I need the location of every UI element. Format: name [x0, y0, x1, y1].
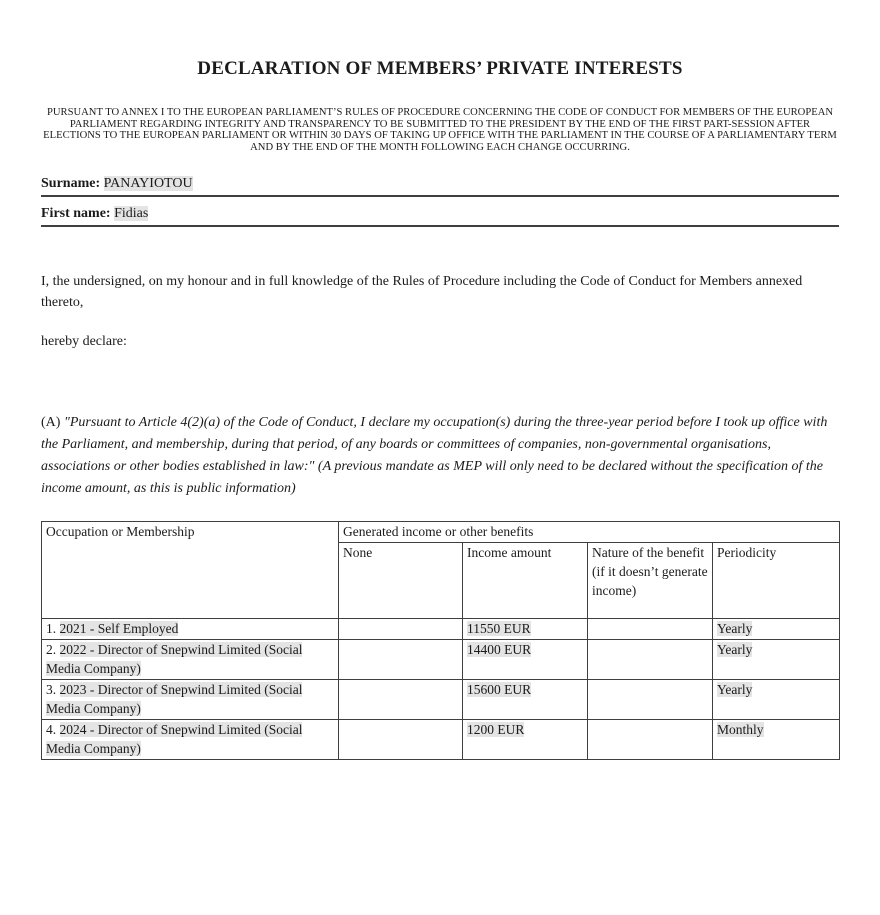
preamble-text: PURSUANT TO ANNEX I TO THE EUROPEAN PARLIAMENT’S RULES OF PROCEDURE CONCERNING THE CODE OF CONDUCT FOR MEMBERS OF THE EUROPEAN PARLIAMENT REGARDING INTEGRITY AND TRANSPARENCY TO BE SUBMITTED TO THE PRESIDENT BY THE END OF THE FIRST PART-SESSION AFTER ELECTIONS TO THE EUROPEAN PARLIAMENT OR WITHIN 30 DAYS OF TAKING UP OFFICE WITH THE PARLIAMENT IN THE COURSE OF A PARLIAMENTARY TERM AND BY THE END OF THE MONTH FOLLOWING EACH CHANGE OCCURRING.: [43, 107, 837, 153]
occupation-cell[interactable]: [42, 720, 339, 760]
row-number: 4.: [46, 722, 60, 738]
surname-label: Surname:: [41, 176, 101, 192]
surname-row: [41, 176, 839, 197]
periodicity-field[interactable]: Yearly: [717, 682, 753, 698]
section-a-prefix: (A): [41, 415, 64, 431]
table-row: [42, 619, 840, 640]
periodicity-cell[interactable]: [713, 640, 840, 680]
table-row: [42, 680, 840, 720]
occupation-cell[interactable]: [42, 640, 339, 680]
income-field[interactable]: 15600 EUR: [467, 682, 532, 698]
periodicity-field[interactable]: Yearly: [717, 621, 753, 637]
document-title: DECLARATION OF MEMBERS’ PRIVATE INTERESTS: [197, 58, 683, 79]
nature-of-benefit-cell[interactable]: [588, 640, 713, 680]
table-row: [42, 640, 840, 680]
nature-of-benefit-column-header: Nature of the benefit (if it doesn’t generate income): [588, 543, 713, 619]
nature-of-benefit-cell[interactable]: [588, 720, 713, 760]
section-a-paragraph: [41, 412, 839, 500]
income-field[interactable]: 11550 EUR: [467, 621, 531, 637]
income-amount-cell[interactable]: [463, 720, 588, 760]
occupation-field[interactable]: 2023 - Director of Snepwind Limited (Social Media Company): [46, 682, 303, 717]
intro-paragraph: I, the undersigned, on my honour and in full knowledge of the Rules of Procedure including the Code of Conduct for Members annexed thereto,: [41, 274, 803, 311]
periodicity-cell[interactable]: [713, 720, 840, 760]
occupation-field[interactable]: 2024 - Director of Snepwind Limited (Social Media Company): [46, 722, 303, 757]
table-row: [42, 720, 840, 760]
none-cell[interactable]: [339, 640, 463, 680]
periodicity-field[interactable]: Yearly: [717, 642, 753, 658]
row-number: 2.: [46, 642, 60, 658]
row-number: 3.: [46, 682, 60, 698]
occupation-cell[interactable]: [42, 680, 339, 720]
generated-income-group-header: Generated income or other benefits: [339, 522, 840, 543]
table-header-row-group: [42, 522, 840, 543]
interests-table: [41, 521, 840, 760]
nature-of-benefit-cell[interactable]: [588, 680, 713, 720]
none-cell[interactable]: [339, 680, 463, 720]
periodicity-cell[interactable]: [713, 680, 840, 720]
first-name-row: [41, 206, 839, 227]
income-field[interactable]: 1200 EUR: [467, 722, 525, 738]
occupation-column-header: Occupation or Membership: [42, 522, 339, 619]
income-amount-cell[interactable]: [463, 619, 588, 640]
periodicity-field[interactable]: Monthly: [717, 722, 764, 738]
income-amount-cell[interactable]: [463, 680, 588, 720]
none-cell[interactable]: [339, 720, 463, 760]
occupation-field[interactable]: 2022 - Director of Snepwind Limited (Social Media Company): [46, 642, 303, 677]
occupation-cell[interactable]: [42, 619, 339, 640]
income-amount-column-header: Income amount: [463, 543, 588, 619]
row-number: 1.: [46, 621, 60, 637]
none-column-header: None: [339, 543, 463, 619]
periodicity-cell[interactable]: [713, 619, 840, 640]
first-name-label: First name:: [41, 206, 111, 222]
section-a-text: "Pursuant to Article 4(2)(a) of the Code of Conduct, I declare my occupation(s) during the three-year period before I took up office with the Parliament, and membership, during that period, of any boards or committees of companies, non-governmental organisations, associations or other bodies established in law:" (A previous mandate as MEP will only need to be declared without the specification of the income amount, as this is public information): [41, 415, 828, 497]
none-cell[interactable]: [339, 619, 463, 640]
periodicity-column-header: Periodicity: [713, 543, 840, 619]
income-amount-cell[interactable]: [463, 640, 588, 680]
surname-field[interactable]: PANAYIOTOU: [103, 176, 193, 192]
occupation-field[interactable]: 2021 - Self Employed: [59, 621, 179, 637]
hereby-declare-line: hereby declare:: [41, 334, 127, 350]
nature-of-benefit-cell[interactable]: [588, 619, 713, 640]
income-field[interactable]: 14400 EUR: [467, 642, 532, 658]
first-name-field[interactable]: Fidias: [114, 206, 149, 222]
